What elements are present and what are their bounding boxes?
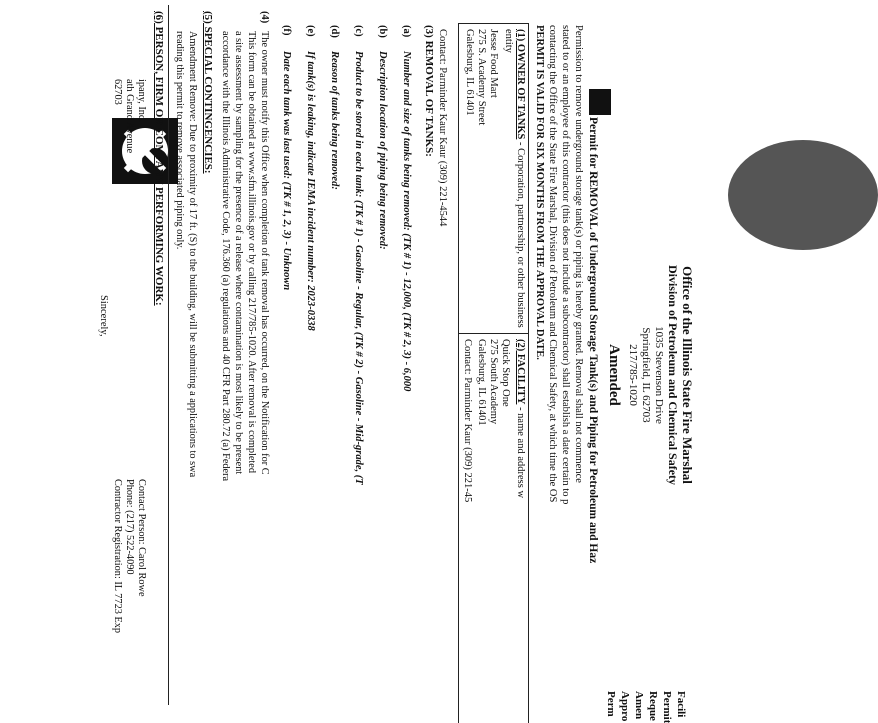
- item5-heading: (5) SPECIAL CONTINGENCIES:: [202, 11, 214, 174]
- scan-shadow-blob: [728, 140, 878, 250]
- removal-item: (d)Reason of tanks being removed:: [329, 25, 340, 190]
- removal-heading: (3) REMOVAL OF TANKS:: [423, 25, 435, 157]
- division-title: Division of Petroleum and Chemical Safety: [666, 264, 680, 486]
- item6-top-rule: [168, 5, 169, 705]
- owner-contact: Contact: Parminder Kaur Kaur (309) 221-4544: [437, 29, 448, 227]
- intro-line: Permission to remove underground storage tank(s) or piping is hereby granted. Removal shall not commence: [573, 25, 584, 483]
- box-bottom-rule: [458, 23, 459, 723]
- removal-item: (a)Number and size of tanks being removed: (TK # 1) - 12,000, (TK # 2, 3) - 6,000: [401, 25, 412, 392]
- facility-line: Galesburg, IL 61401: [476, 339, 487, 426]
- owner-desc: - Corporation, partnership, or other business: [515, 139, 526, 328]
- validity-notice: PERMIT IS VALID FOR SIX MONTHS FROM THE APPROVAL DATE.: [534, 25, 545, 360]
- owner-desc-2: entity: [503, 29, 514, 53]
- facility-contact: Contact: Parminder Kaur (309) 221-45: [462, 339, 473, 503]
- redaction-mark: [589, 89, 611, 115]
- box-left-rule: [459, 23, 529, 24]
- contractor-line: 62703: [112, 79, 123, 105]
- phone-line: 217/785-1020: [627, 344, 639, 406]
- box-top-rule: [528, 23, 529, 723]
- owner-heading: (1) OWNER OF TANKS: [515, 29, 526, 140]
- facility-desc: - name and address w: [515, 404, 526, 499]
- side-box-line: Reque: [647, 691, 659, 721]
- side-box-line: Appro: [619, 691, 631, 722]
- rotated-permit-sheet: [95, 11, 695, 723]
- removal-item: (c)Product to be stored in each tank: (TK # 1) - Gasoline - Regular, (TK # 2) - Gasoline - Mid-grade, (T: [353, 25, 364, 485]
- facility-heading: (2) FACILITY: [515, 339, 526, 405]
- item4-line: accordance with the Illinois Administrative Code, 176.360 (a) regulations and 40 CFR Part 280.72 (a) Federa: [220, 31, 231, 482]
- item6-heading: (6) PERSON, FIRM OR COMPANY PERFORMING WORK:: [153, 11, 165, 306]
- contractor-line: ipany, Inc.: [136, 79, 147, 123]
- facility-line: Quick Stop One: [500, 339, 511, 407]
- permit-title: Permit for REMOVAL of Underground Storage Tank(s) and Piping for Petroleum and Haz: [587, 117, 599, 564]
- owner-line: 275 S. Academy Street: [476, 29, 487, 126]
- office-title: Office of the Illinois State Fire Marshal: [680, 266, 695, 484]
- contact-person: Contact Person: Carol Rowe: [136, 479, 147, 597]
- owner-heading-line: [515, 29, 526, 328]
- item4-line: The owner must notify this Office when completion of tank removal has occurred, on the Notification for C: [259, 31, 270, 475]
- amended-label: Amended: [606, 344, 622, 406]
- contractor-registration: Contractor Registration: IL 7723 Exp: [112, 479, 123, 634]
- box-divider-rule: [459, 333, 529, 334]
- item5-line: reading this permit to remove associated piping only.: [174, 31, 185, 250]
- contractor-line: ath Grand Avenue: [124, 79, 135, 154]
- side-box-line: Facili: [675, 691, 687, 718]
- address-line-1: 1035 Stevenson Drive: [653, 326, 665, 424]
- side-box-line: Perm: [605, 691, 617, 717]
- item4-line: This form can be obtained at www.sfm.illinois.gov or by calling 217/785-1020. After removal is completed: [246, 31, 257, 474]
- removal-item: (b)Description location of piping being removed:: [377, 25, 388, 250]
- contact-phone: Phone: (217) 522-4090: [124, 479, 135, 575]
- item5-line: Amendment Remove: Due to proximity of 17 ft. (S) to the building, will be submitting a applications to swa: [187, 31, 198, 478]
- removal-item: (e)If tank(s) is leaking, indicate IEMA incident number: 2023-0338: [305, 25, 316, 331]
- closing-sincerely: Sincerely,: [98, 295, 109, 337]
- side-box-line: Permit: [661, 691, 673, 723]
- item4-key: (4): [259, 11, 270, 24]
- facility-line: 275 South Academy: [488, 339, 499, 425]
- intro-line: stated to or an employee of this contractor (this does not include a subcontractor) shall establish a date certain to p: [560, 25, 571, 505]
- owner-line: Jesse Food Mart: [488, 29, 499, 98]
- facility-heading-line: [515, 339, 526, 498]
- intro-line: contacting the Office of the State Fire Marshal, Division of Petroleum and Chemical Safety, at which time the OS: [547, 25, 558, 503]
- removal-item: (f)Date each tank was last used: (TK # 1, 2, 3) - Unknown: [281, 25, 292, 291]
- address-line-2: Springfield, IL 62703: [640, 327, 652, 423]
- side-box-line: Amen: [633, 691, 645, 720]
- item4-line: a site assessment by sampling for the presence of a release where contamination is most likely to be present: [233, 31, 244, 475]
- owner-line: Galesburg, IL 61401: [464, 29, 475, 116]
